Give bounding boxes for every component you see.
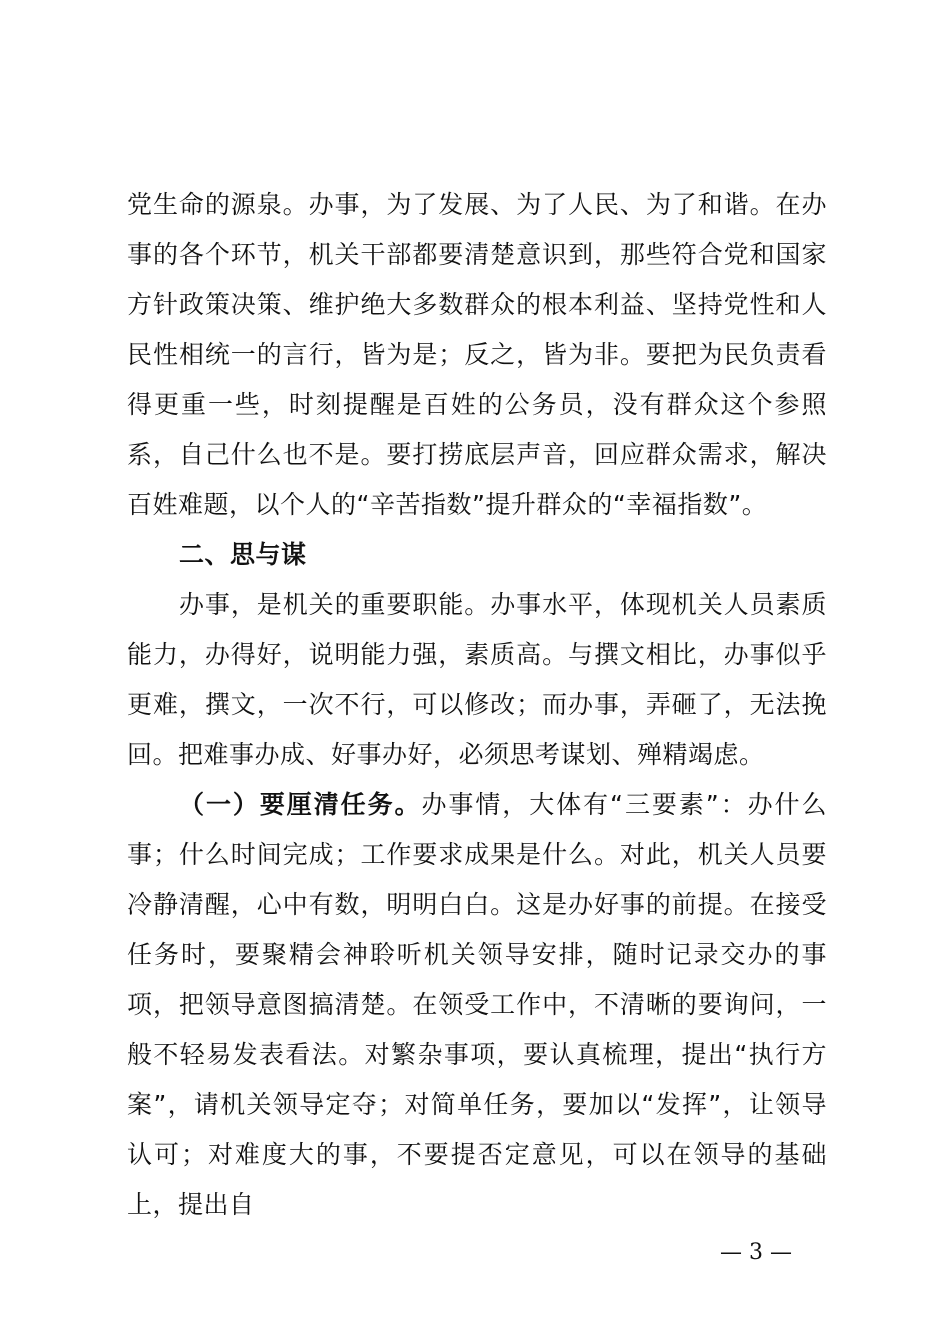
paragraph-intro: 办事，是机关的重要职能。办事水平，体现机关人员素质能力，办得好，说明能力强，素质高。与撰文相比，办事似乎更难，撰文，一次不行，可以修改；而办事，弄砸了，无法挽回。把难事办成、好事办好，必须思考谋划、殚精竭虑。: [127, 590, 827, 769]
subsection-body: 办事情，大体有“三要素”：办什么事；什么时间完成；工作要求成果是什么。对此，机关人员要冷静清醒，心中有数，明明白白。这是办好事的前提。在接受任务时，要聚精会神聆听机关领导安排，随时记录交办的事项，把领导意图搞清楚。在领受工作中，不清晰的要询问，一般不轻易发表看法。对繁杂事项，要认真梳理，提出“执行方案”，请机关领导定夺；对简单任务，要加以“发挥”，让领导认可；对难度大的事，不要提否定意见，可以在领导的基础上，提出自: [127, 790, 827, 1219]
paragraph-subsection: [127, 780, 827, 1230]
page-number: — 3 —: [720, 1240, 792, 1265]
subsection-lead: （一）要厘清任务。: [179, 790, 422, 819]
body-text: [127, 180, 827, 1230]
paragraph-continued: 党生命的源泉。办事，为了发展、为了人民、为了和谐。在办事的各个环节，机关干部都要清楚意识到，那些符合党和国家方针政策决策、维护绝大多数群众的根本利益、坚持党性和人民性相统一的言行，皆为是；反之，皆为非。要把为民负责看得更重一些，时刻提醒是百姓的公务员，没有群众这个参照系，自己什么也不是。要打捞底层声音，回应群众需求，解决百姓难题，以个人的“辛苦指数”提升群众的“幸福指数”。: [127, 190, 827, 519]
section-heading: 二、思与谋: [179, 540, 307, 569]
